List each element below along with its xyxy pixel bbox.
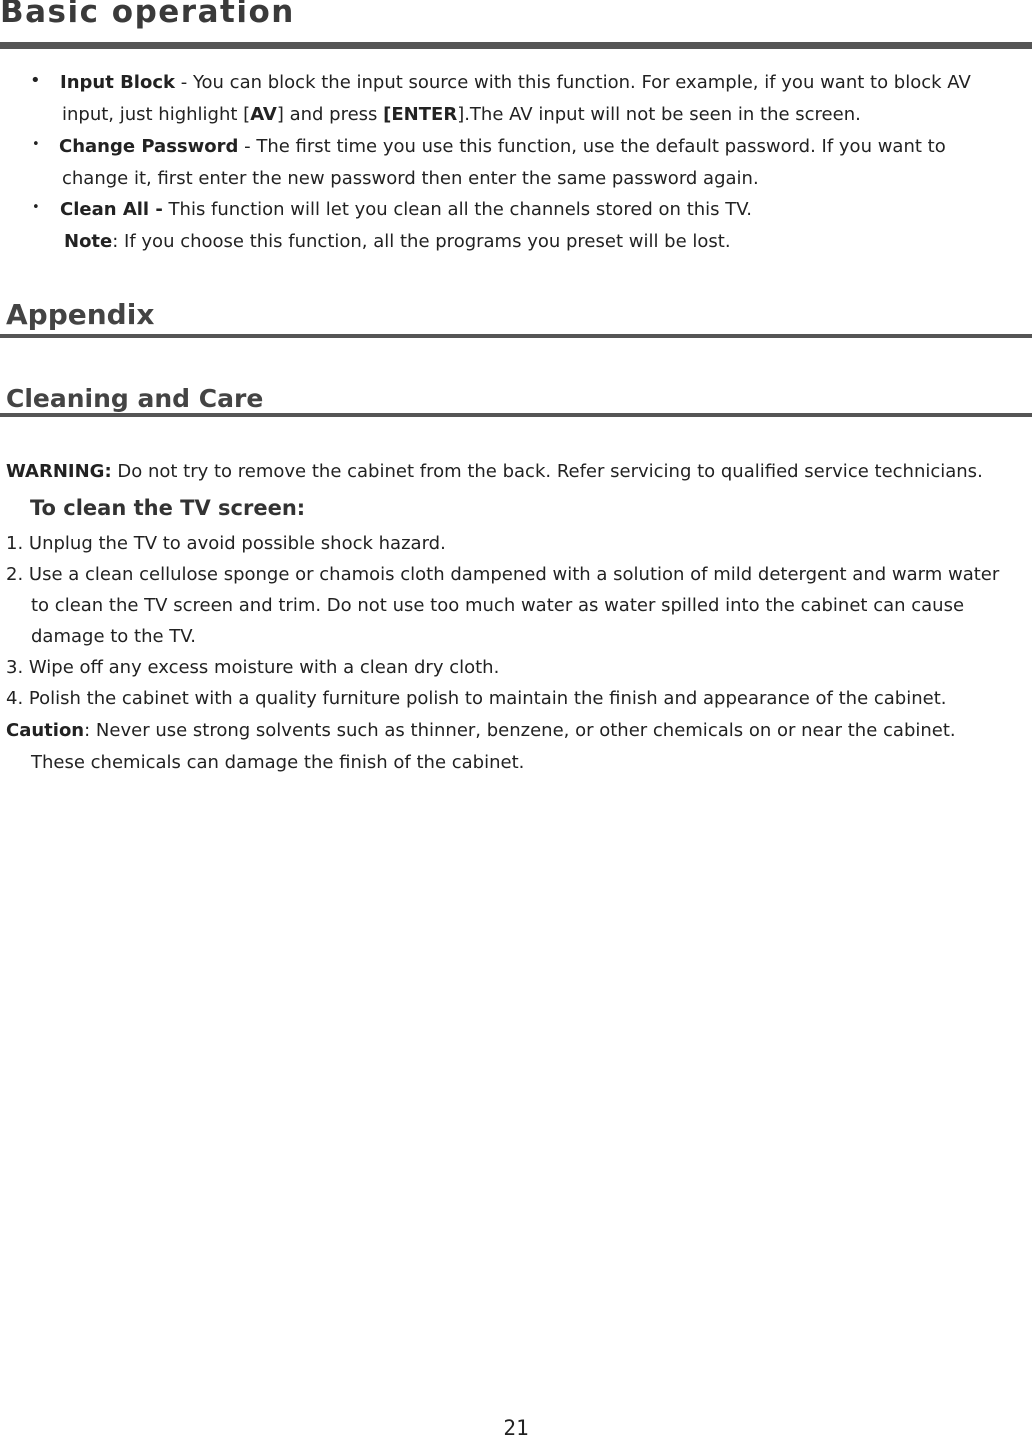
caution-line: Caution: Never use strong solvents such as thinner, benzene, or other chemicals on or near the cabinet. xyxy=(6,720,956,741)
warning-label: WARNING: xyxy=(6,461,112,482)
step-line: 3. Wipe off any excess moisture with a clean dry cloth. xyxy=(6,657,500,678)
caution-label: Caution xyxy=(6,720,85,741)
change-password-line-2: change it, first enter the new password then enter the same password again. xyxy=(62,168,759,189)
clean-all-label: Clean All - xyxy=(60,199,163,220)
clean-all-line-1: Clean All - This function will let you clean all the channels stored on this TV. xyxy=(60,199,752,220)
step-line: to clean the TV screen and trim. Do not use too much water as water spilled into the cabinet can cause xyxy=(31,595,965,616)
note-label: Note xyxy=(64,231,113,252)
bullet-icon: • xyxy=(32,137,40,152)
step-line: 4. Polish the cabinet with a quality furniture polish to maintain the finish and appearance of the cabinet. xyxy=(6,688,947,709)
caution-line-2: These chemicals can damage the finish of the cabinet. xyxy=(31,752,525,773)
warning-line: WARNING: Do not try to remove the cabinet from the back. Refer servicing to qualified service technicians. xyxy=(6,461,983,482)
step-line: 2. Use a clean cellulose sponge or chamois cloth dampened with a solution of mild detergent and warm water xyxy=(6,564,1000,585)
page-number: 21 xyxy=(503,1416,529,1440)
input-block-line-1: Input Block - You can block the input source with this function. For example, if you want to block AV xyxy=(60,72,971,93)
appendix-heading: Appendix xyxy=(6,298,155,331)
cleaning-care-rule xyxy=(0,413,1032,417)
appendix-rule xyxy=(0,334,1032,338)
bullet-icon: • xyxy=(30,70,41,91)
input-block-line-2: input, just highlight [AV] and press [ENTER].The AV input will not be seen in the screen. xyxy=(62,104,861,125)
heading-rule xyxy=(0,42,1032,49)
change-password-label: Change Password xyxy=(59,136,239,157)
input-block-label: Input Block xyxy=(60,72,175,93)
basic-operation-heading: Basic operation xyxy=(0,0,295,30)
step-line: damage to the TV. xyxy=(31,626,197,647)
cleaning-care-heading: Cleaning and Care xyxy=(6,384,264,413)
bullet-icon: • xyxy=(32,200,40,215)
clean-screen-subheading: To clean the TV screen: xyxy=(30,496,306,520)
clean-all-note: Note: If you choose this function, all the programs you preset will be lost. xyxy=(64,231,731,252)
step-line: 1. Unplug the TV to avoid possible shock hazard. xyxy=(6,533,446,554)
change-password-line-1: Change Password - The first time you use this function, use the default password. If you want to xyxy=(59,136,946,157)
